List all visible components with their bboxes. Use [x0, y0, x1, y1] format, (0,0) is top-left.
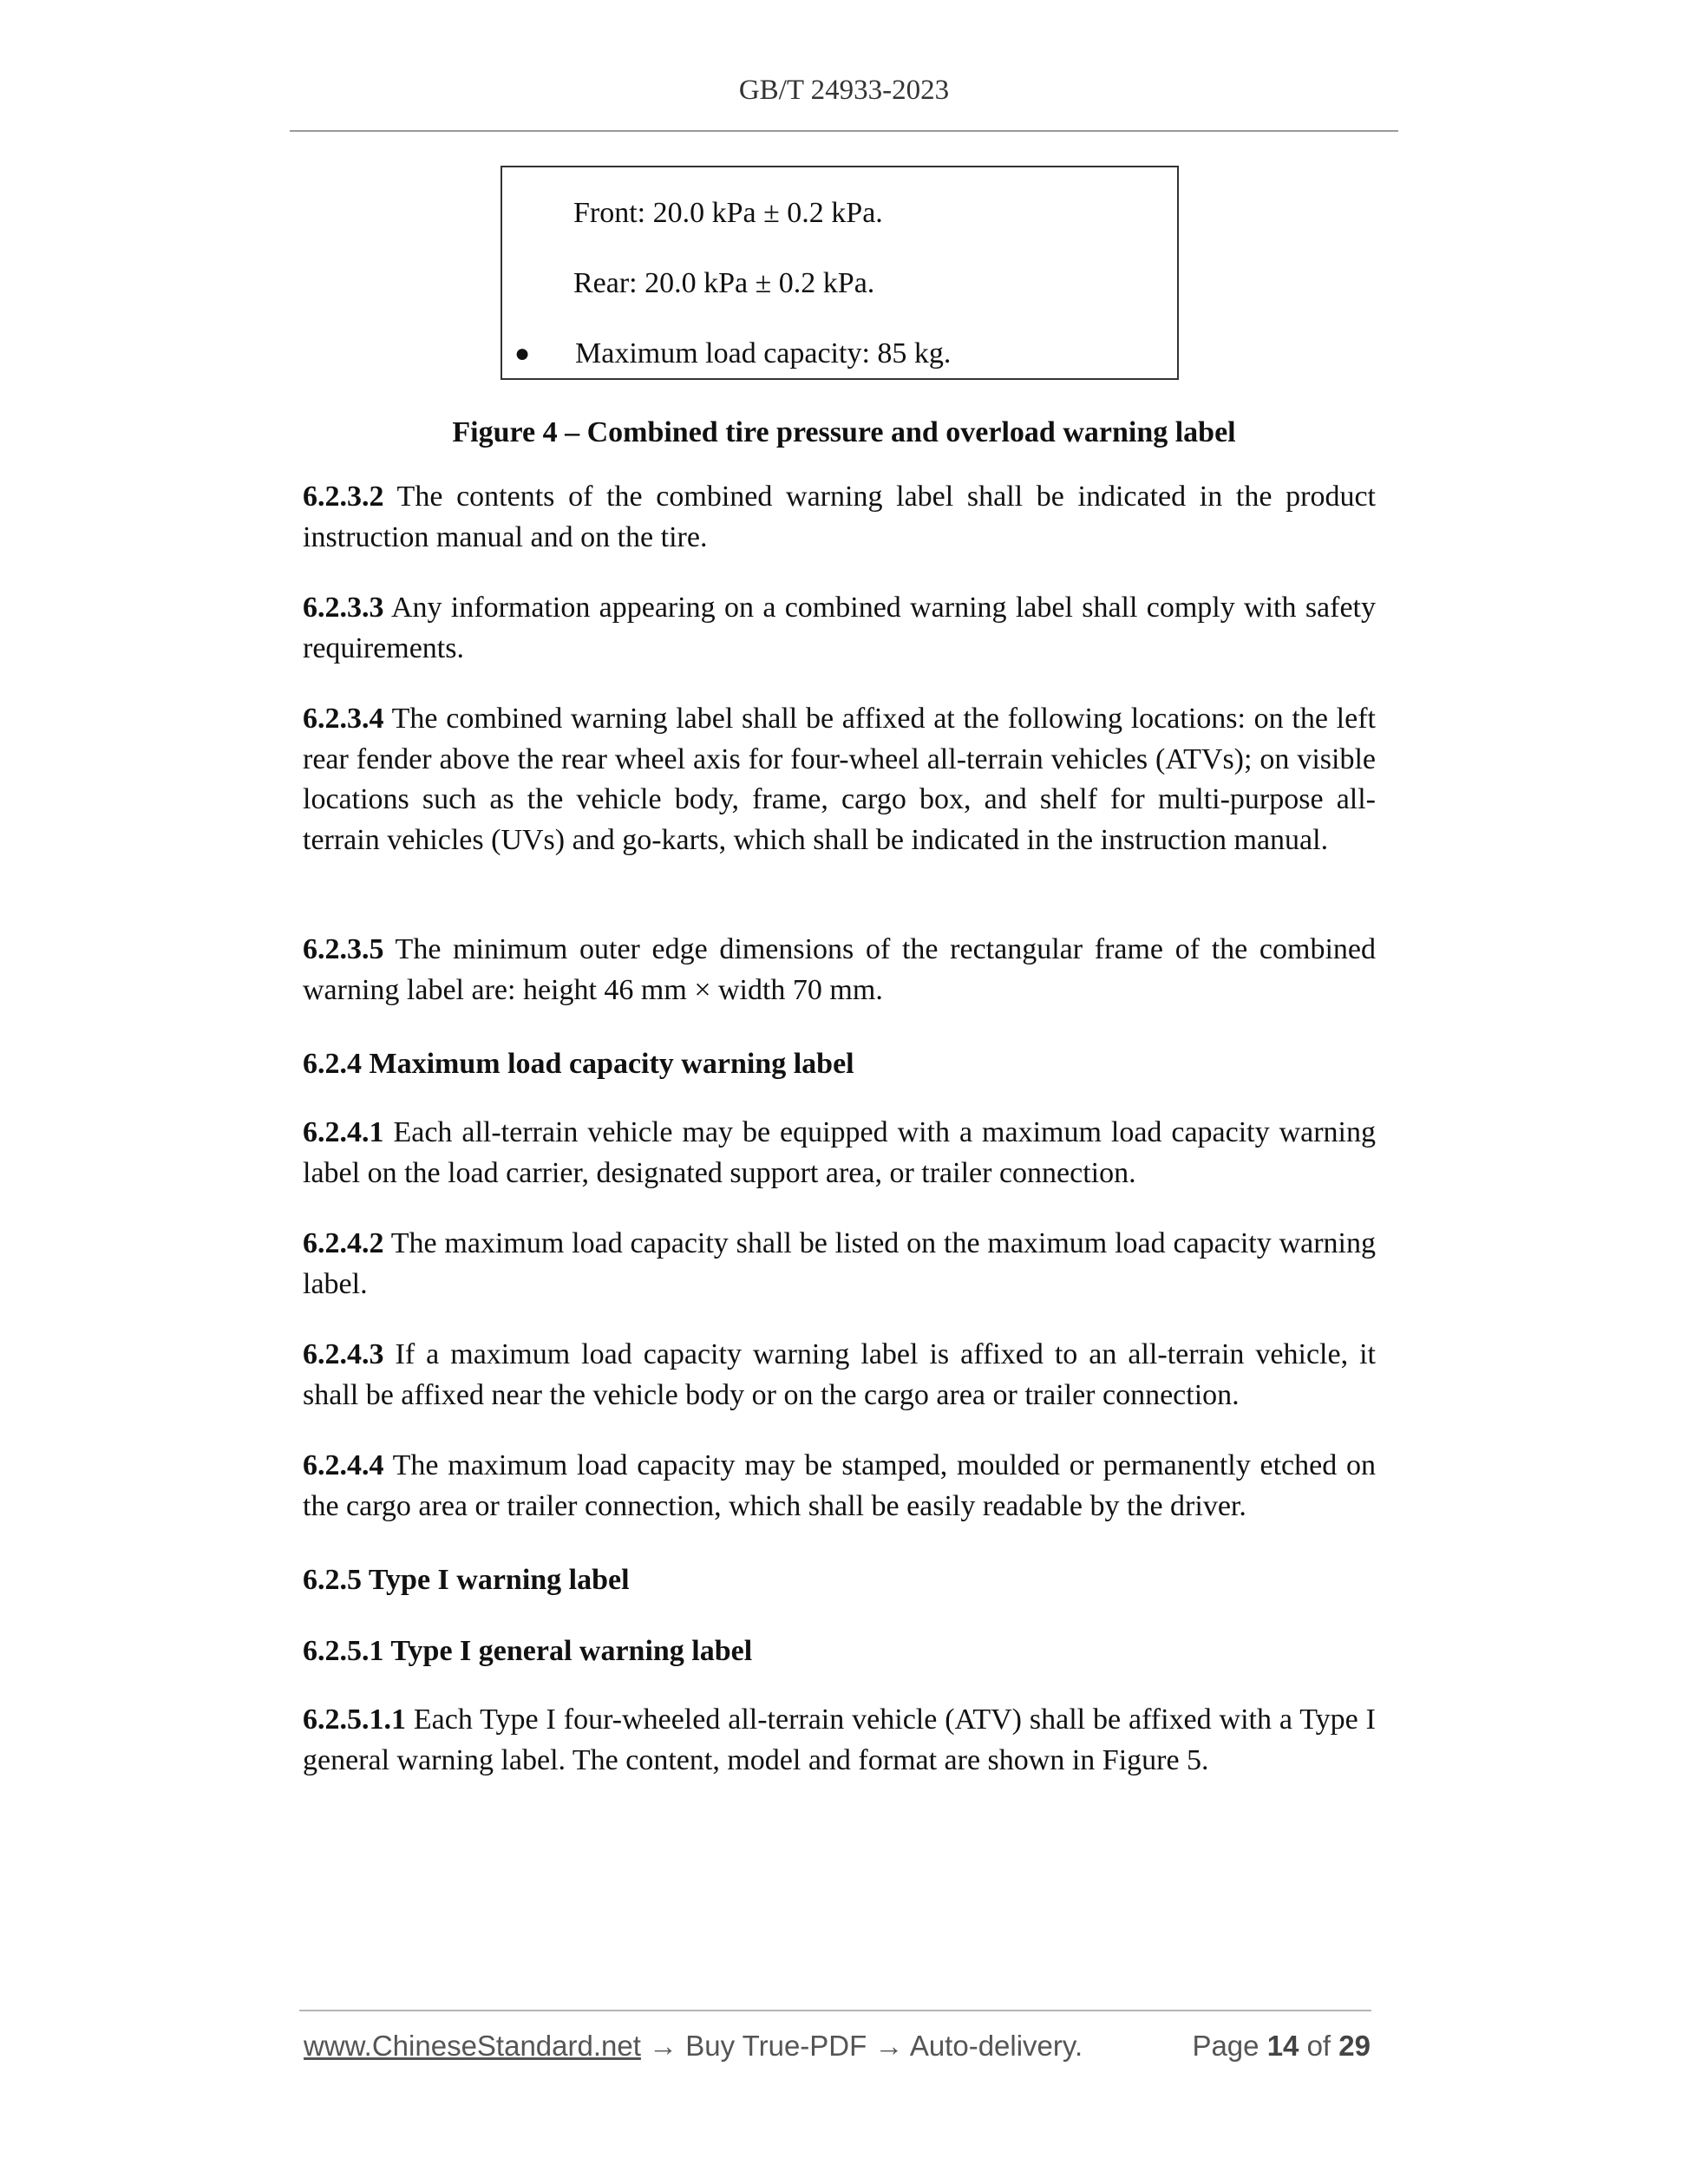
- bullet-icon: ●: [514, 339, 531, 368]
- figure-4-caption: Figure 4 – Combined tire pressure and overload warning label: [452, 416, 1236, 448]
- clause-text: The maximum load capacity may be stamped, moulded or permanently etched on the cargo area or trailer connection, which shall be easily readable by the driver.: [303, 1449, 1376, 1522]
- total-pages: 29: [1338, 2030, 1371, 2062]
- clause-text: Each Type I four-wheeled all-terrain vehicle (ATV) shall be affixed with a Type I general warning label. The content, model and format are shown in Figure 5.: [303, 1703, 1376, 1776]
- clause-text: If a maximum load capacity warning label is affixed to an all-terrain vehicle, it shall be affixed near the vehicle body or on the cargo area or trailer connection.: [303, 1338, 1376, 1411]
- page-indicator: [1192, 2030, 1371, 2063]
- chinesestandard-link[interactable]: www.ChineseStandard.net: [304, 2030, 641, 2062]
- section-heading-6-2-4: 6.2.4 Maximum load capacity warning label: [303, 1048, 854, 1080]
- max-load-line: Maximum load capacity: 85 kg.: [575, 337, 952, 369]
- page-word: Page: [1192, 2030, 1259, 2062]
- of-word: of: [1306, 2030, 1331, 2062]
- rear-pressure-line: Rear: 20.0 kPa ± 0.2 kPa.: [573, 267, 875, 299]
- clause-text: The maximum load capacity shall be listed on the maximum load capacity warning label.: [303, 1227, 1376, 1300]
- clause-text: The minimum outer edge dimensions of the rectangular frame of the combined warning label are: height 46 mm × width 70 mm.: [303, 933, 1376, 1006]
- clause-number: 6.2.5.1.1: [303, 1703, 406, 1736]
- clause-6-2-3-3: [303, 588, 1376, 669]
- clause-6-2-3-4: [303, 699, 1376, 860]
- section-heading-6-2-5-1: 6.2.5.1 Type I general warning label: [303, 1635, 753, 1667]
- footer-promo-text: → Buy True-PDF → Auto-delivery.: [640, 2030, 1083, 2062]
- footer-divider: [299, 2010, 1371, 2011]
- page-footer: [304, 2030, 1371, 2063]
- clause-number: 6.2.3.4: [303, 703, 384, 735]
- current-page-number: 14: [1266, 2030, 1299, 2062]
- clause-6-2-3-5: [303, 930, 1376, 1010]
- clause-number: 6.2.3.3: [303, 592, 384, 624]
- clause-text: Any information appearing on a combined warning label shall comply with safety requirements.: [303, 592, 1376, 664]
- clause-number: 6.2.4.4: [303, 1449, 384, 1481]
- clause-text: Each all-terrain vehicle may be equipped with a maximum load capacity warning label on the load carrier, designated support area, or trailer connection.: [303, 1116, 1376, 1189]
- document-code-header: GB/T 24933-2023: [738, 75, 950, 106]
- clause-number: 6.2.4.3: [303, 1338, 384, 1370]
- clause-number: 6.2.4.1: [303, 1116, 384, 1148]
- clause-6-2-4-1: [303, 1113, 1376, 1193]
- clause-6-2-4-3: [303, 1335, 1376, 1416]
- header-divider: [290, 130, 1398, 132]
- clause-text: The contents of the combined warning label shall be indicated in the product instruction manual and on the tire.: [303, 481, 1376, 553]
- clause-number: 6.2.4.2: [303, 1227, 384, 1259]
- figure-4-warning-label: [501, 166, 1179, 380]
- clause-text: The combined warning label shall be affixed at the following locations: on the left rear fender above the rear wheel axis for four-wheel all-terrain vehicles (ATVs); on visible locations such as the vehicle body, frame, cargo box, and shelf for multi-purpose all-terrain vehicles (UVs) and go-karts, which shall be indicated in the instruction manual.: [303, 703, 1376, 856]
- clause-number: 6.2.3.5: [303, 933, 384, 965]
- clause-6-2-3-2: [303, 477, 1376, 558]
- clause-6-2-4-2: [303, 1224, 1376, 1305]
- section-heading-6-2-5: 6.2.5 Type I warning label: [303, 1564, 630, 1596]
- front-pressure-line: Front: 20.0 kPa ± 0.2 kPa.: [573, 197, 883, 229]
- clause-number: 6.2.3.2: [303, 481, 384, 513]
- clause-6-2-5-1-1: [303, 1700, 1376, 1781]
- clause-6-2-4-4: [303, 1446, 1376, 1527]
